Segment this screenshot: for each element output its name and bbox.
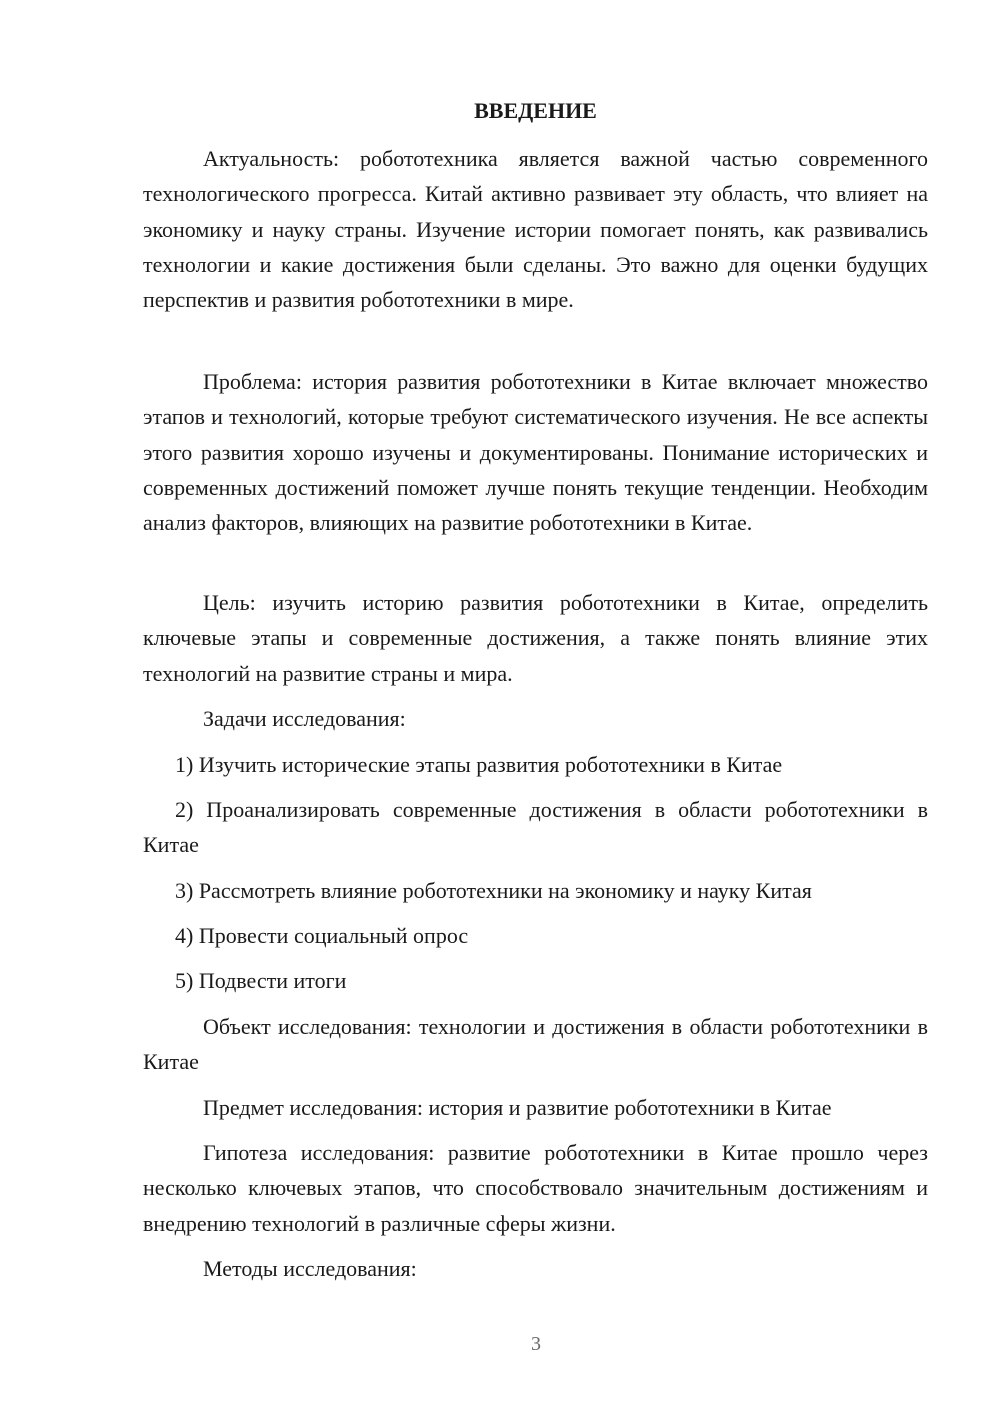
paragraph-goal: Цель: изучить историю развития робототехники в Китае, определить ключевые этапы и современные достижения, а также понять влияние этих технологий на развитие страны и мира.: [143, 590, 928, 686]
task-item-4: 4) Провести социальный опрос: [175, 923, 469, 948]
task-item-2: 2) Проанализировать современные достижения в области робототехники в Китае: [143, 797, 928, 858]
page-number: 3: [531, 1333, 541, 1355]
paragraph-hypothesis: Гипотеза исследования: развитие робототехники в Китае прошло через несколько ключевых этапов, что способствовало значительным достижениям и внедрению технологий в различные сферы жизни.: [143, 1140, 928, 1236]
paragraph-object: Объект исследования: технологии и достижения в области робототехники в Китае: [143, 1014, 928, 1075]
page-title: ВВЕДЕНИЕ: [474, 98, 597, 123]
paragraph-relevance: Актуальность: робототехника является важной частью современного технологического прогресса. Китай активно развивает эту область, что влияет на экономику и науку страны. Изучение истории помогает понять, как развивались технологии и какие достижения были сделаны. Это важно для оценки будущих перспектив и развития робототехники в мире.: [143, 146, 928, 313]
methods-title: Методы исследования:: [203, 1256, 417, 1281]
paragraph-problem: Проблема: история развития робототехники в Китае включает множество этапов и технологий, которые требуют систематического изучения. Не все аспекты этого развития хорошо изучены и документированы. Понимание исторических и современных достижений поможет лучше понять текущие тенденции. Необходим анализ факторов, влияющих на развитие робототехники в Китае.: [143, 369, 928, 536]
task-item-3: 3) Рассмотреть влияние робототехники на экономику и науку Китая: [175, 878, 812, 903]
task-item-5: 5) Подвести итоги: [175, 968, 347, 993]
task-item-1: 1) Изучить исторические этапы развития робототехники в Китае: [175, 752, 783, 777]
tasks-title: Задачи исследования:: [203, 706, 406, 731]
paragraph-subject: Предмет исследования: история и развитие робототехники в Китае: [203, 1095, 832, 1120]
